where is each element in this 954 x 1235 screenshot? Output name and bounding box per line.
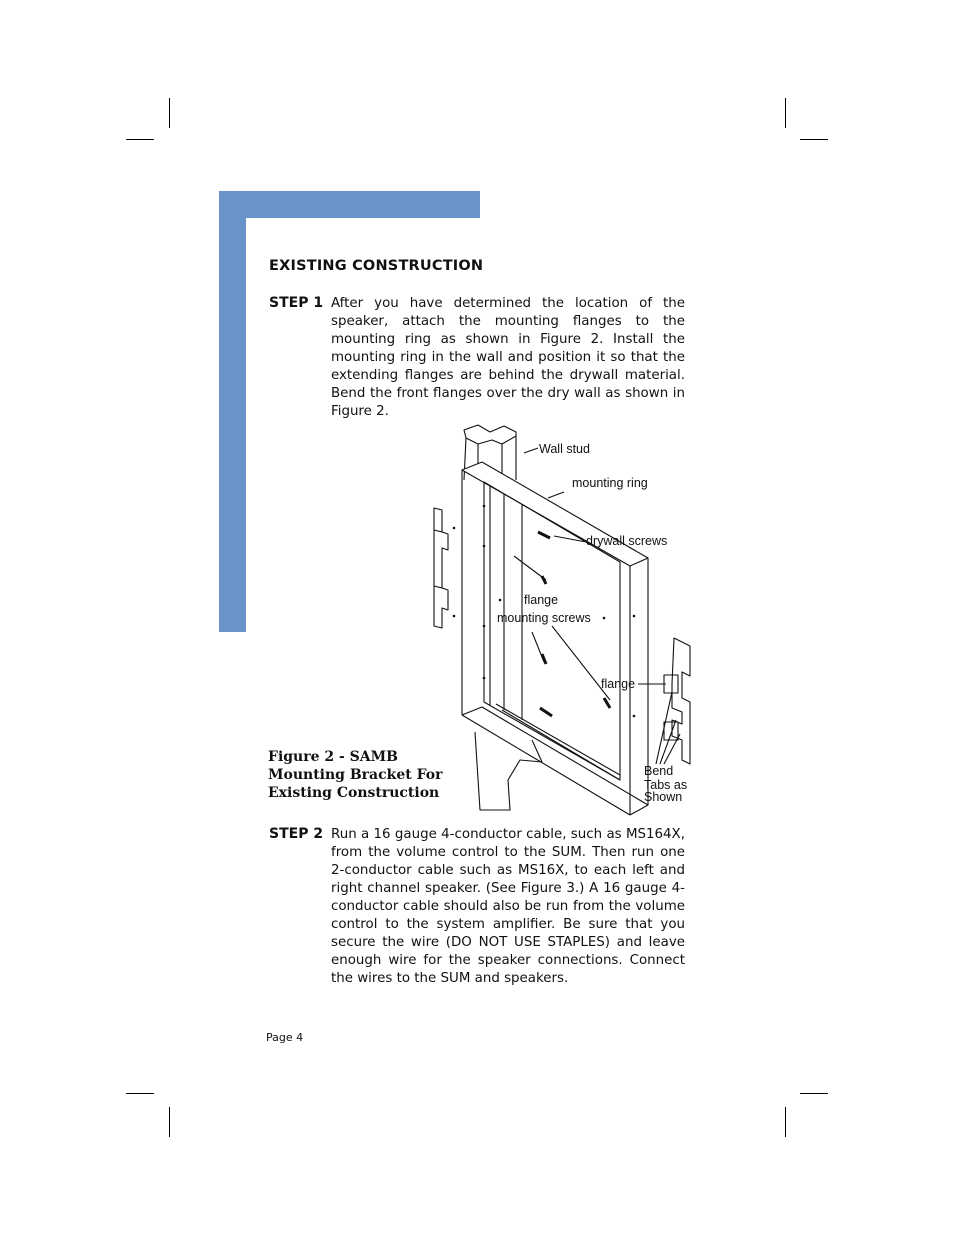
label-mounting-ring: mounting ring xyxy=(572,476,648,490)
label-mounting-screws: mounting screws xyxy=(497,611,591,625)
step1-text: After you have determined the location of the speaker, attach the mounting flanges to the mounting ring as shown in Figure 2. Install the mounting ring in the wall and position it so that the extending flanges are behind the drywall material. Bend the front flanges over the dry wall as shown in Figure 2. xyxy=(331,296,685,419)
label-flange: flange xyxy=(601,677,636,691)
crop-mark xyxy=(800,139,828,140)
label-drywall-screws: drywall screws xyxy=(586,534,668,548)
label-bend-line2: Tabs as xyxy=(644,778,688,792)
crop-mark xyxy=(800,1093,828,1094)
page-number: Page 4 xyxy=(266,1031,304,1044)
figure-caption: Figure 2 - SAMB Mounting Bracket For Existing Construction xyxy=(268,749,443,801)
section-heading: EXISTING CONSTRUCTION xyxy=(269,258,484,274)
crop-mark xyxy=(126,1093,154,1094)
step2-text: Run a 16 gauge 4-conductor cable, such as MS164X, from the volume control to the SUM. Then run one 2-conductor cable such as MS16X, to each left and right channel speaker. (See Figure 3.) A 16 gauge 4-conductor cable should also be run from the volume control to the system amplifier. Be sure that you secure the wire (DO NOT USE STAPLES) and leave enough wire for the speaker connections. Connect the wires to the SUM and speakers. xyxy=(331,827,685,986)
label-wall-stud: Wall stud xyxy=(539,442,590,456)
accent-bar-horizontal xyxy=(219,191,480,218)
label-flange: flange xyxy=(524,593,559,607)
label-bend-line1: Bend xyxy=(644,764,674,778)
crop-mark xyxy=(169,98,170,128)
crop-mark xyxy=(126,139,154,140)
crop-mark xyxy=(785,1107,786,1137)
mounting-bracket-figure xyxy=(420,420,700,820)
step2-label: STEP 2 xyxy=(269,826,324,842)
accent-bar-vertical xyxy=(219,191,246,632)
step1-label: STEP 1 xyxy=(269,295,324,311)
label-bend-line3: Shown xyxy=(644,790,683,804)
crop-mark xyxy=(169,1107,170,1137)
crop-mark xyxy=(785,98,786,128)
